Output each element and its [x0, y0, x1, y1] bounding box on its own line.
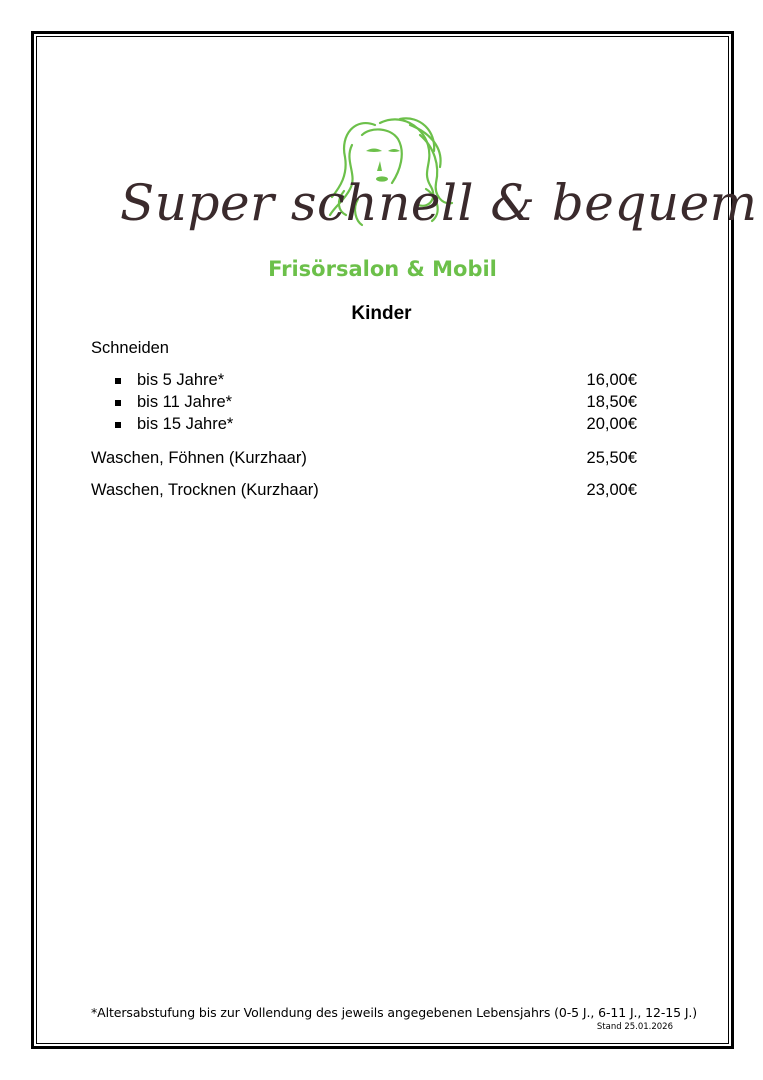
- square-bullet-icon: [115, 422, 121, 428]
- square-bullet-icon: [115, 378, 121, 384]
- price-row-label: bis 11 Jahre*: [137, 393, 233, 411]
- price-row: [91, 481, 637, 501]
- age-footnote: *Altersabstufung bis zur Vollendung des jeweils angegebenen Lebensjahrs (0-5 J., 6-11 J., 12-15 J.): [91, 1005, 698, 1020]
- price-row-label: Waschen, Föhnen (Kurzhaar): [91, 449, 307, 467]
- price-row-price: 16,00€: [586, 371, 637, 389]
- price-row: [91, 415, 637, 435]
- square-bullet-icon: [115, 400, 121, 406]
- brand-name: Super schnell & bequem: [120, 174, 758, 232]
- page-title: Kinder: [351, 303, 412, 324]
- price-row-label: Waschen, Trocknen (Kurzhaar): [91, 481, 319, 499]
- price-row-label: bis 5 Jahre*: [137, 371, 225, 389]
- price-row-price: 23,00€: [586, 481, 637, 499]
- section-label-schneiden: Schneiden: [91, 339, 169, 357]
- stand-date: Stand 25.01.2026: [596, 1022, 673, 1032]
- price-row: [91, 371, 637, 391]
- price-row-label: bis 15 Jahre*: [137, 415, 234, 433]
- price-row-price: 20,00€: [586, 415, 637, 433]
- price-row-price: 25,50€: [586, 449, 637, 467]
- price-row: [91, 393, 637, 413]
- brand-subtitle: Frisörsalon & Mobil: [268, 257, 497, 281]
- price-row: [91, 449, 637, 469]
- price-row-price: 18,50€: [586, 393, 637, 411]
